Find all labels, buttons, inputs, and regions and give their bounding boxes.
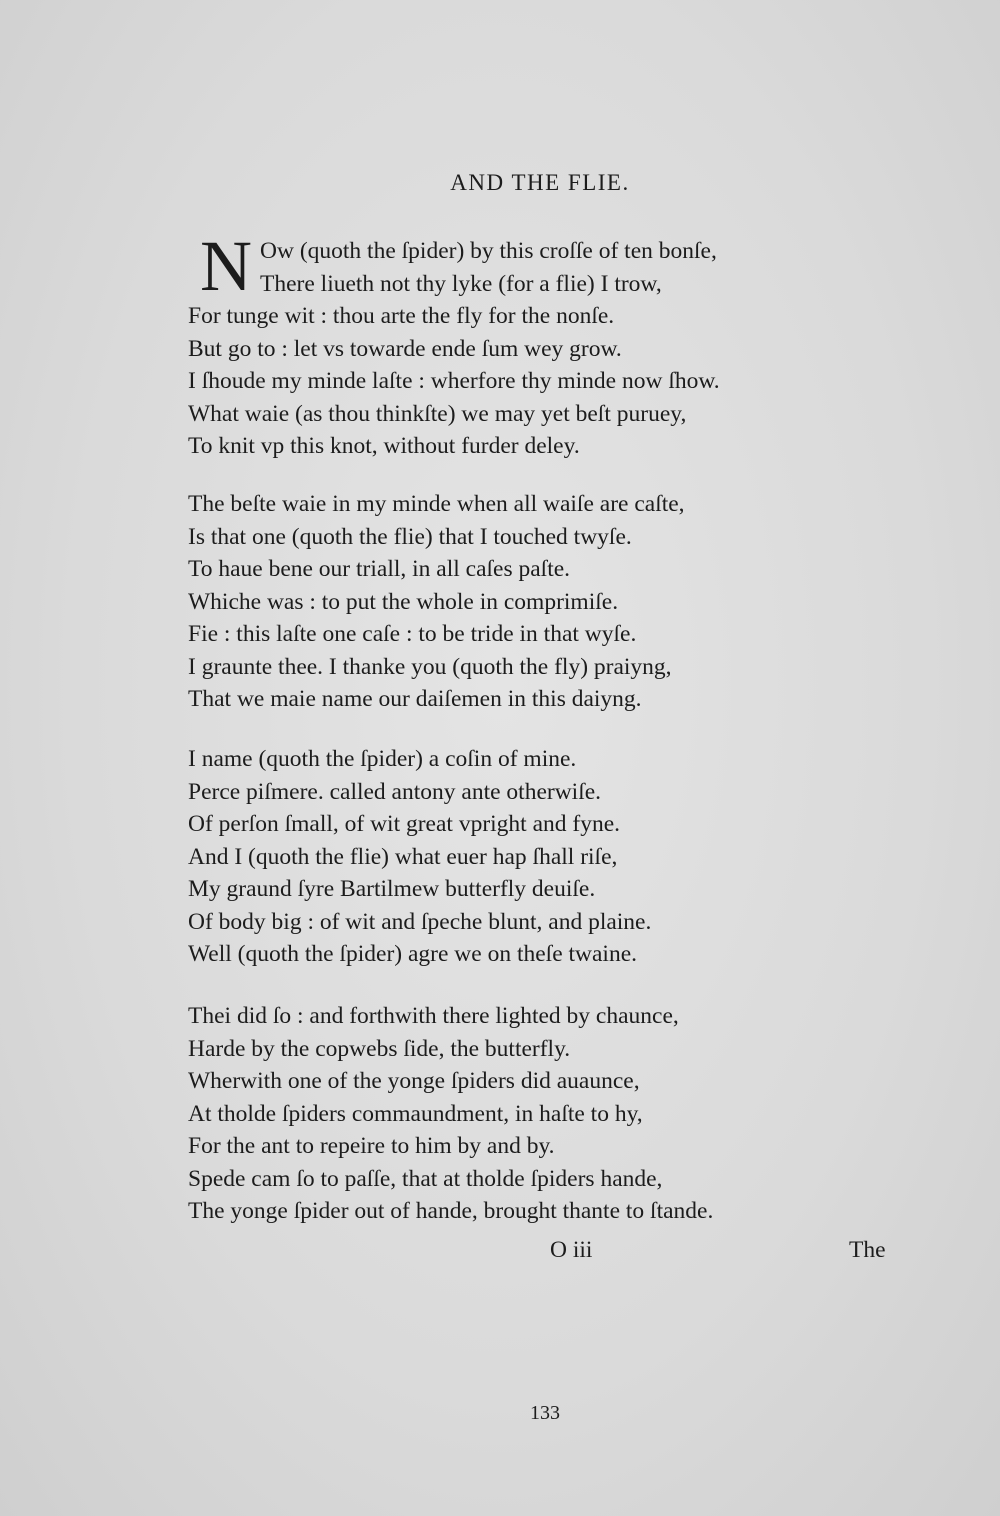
stanza-1 [188,226,908,463]
verse-line: Fie : this laſte one caſe : to be tride in that wyſe. [188,621,637,647]
page-number: 133 [530,1402,560,1424]
stanza-4 [188,1000,908,1228]
verse-line: What waie (as thou thinkſte) we may yet beſt puruey, [188,400,687,427]
verse-line: That we maie name our daiſemen in this daiyng. [188,686,642,712]
verse-text: Ow (quoth the ſpider) by this croſſe of ten bonſe, [260,238,717,264]
verse-line: Of body big : of wit and ſpeche blunt, and plaine. [188,908,652,935]
verse-line: I name (quoth the ſpider) a coſin of mine. [188,746,577,772]
verse-line: Well (quoth the ſpider) agre we on theſe twaine. [188,941,638,967]
verse-line: But go to : let vs towarde ende ſum wey grow. [188,335,622,362]
verse-line: There liueth not thy lyke (for a flie) I trow, [260,270,662,297]
verse-line: I graunte thee. I thanke you (quoth the fly) praiyng, [188,653,672,680]
stanza-2 [188,488,908,716]
verse-line: Wherwith one of the yonge ſpiders did auaunce, [188,1068,640,1094]
verse-line: Spede cam ſo to paſſe, that at tholde ſpiders hande, [188,1165,663,1192]
verse-line: And I (quoth the flie) what euer hap ſhall riſe, [188,843,618,870]
stanza-3 [188,743,908,971]
verse-line: Perce piſmere. called antony ante otherwiſe. [188,778,602,805]
verse-line: For tunge wit : thou arte the fly for the nonſe. [188,303,615,329]
running-head: AND THE FLIE. [450,170,630,195]
verse-line: My graund ſyre Bartilmew butterfly deuiſe. [188,876,596,902]
verse-line: At tholde ſpiders commaundment, in haſte to hy, [188,1100,643,1127]
verse-line: For the ant to repeire to him by and by. [188,1133,555,1159]
verse-line: Harde by the copwebs ſide, the butterfly. [188,1035,571,1062]
verse-line: Whiche was : to put the whole in comprimiſe. [188,588,619,615]
verse-line: Thei did ſo : and forthwith there lighted by chaunce, [188,1003,679,1029]
verse-line: To haue bene our triall, in all caſes paſte. [188,556,571,582]
verse-line: Of perſon ſmall, of wit great vpright and fyne. [188,811,621,837]
catchword: The [849,1237,886,1263]
verse-line: To knit vp this knot, without furder deley. [188,433,580,459]
signature-mark: O iii [550,1237,593,1263]
verse-line: The beſte waie in my minde when all waiſe are caſte, [188,491,685,517]
verse-line: I ſhoude my minde laſte : wherfore thy minde now ſhow. [188,368,720,394]
verse-line: The yonge ſpider out of hande, brought thante to ſtande. [188,1198,714,1224]
drop-cap: N [200,226,252,306]
verse-line: Is that one (quoth the flie) that I touched twyſe. [188,523,632,550]
